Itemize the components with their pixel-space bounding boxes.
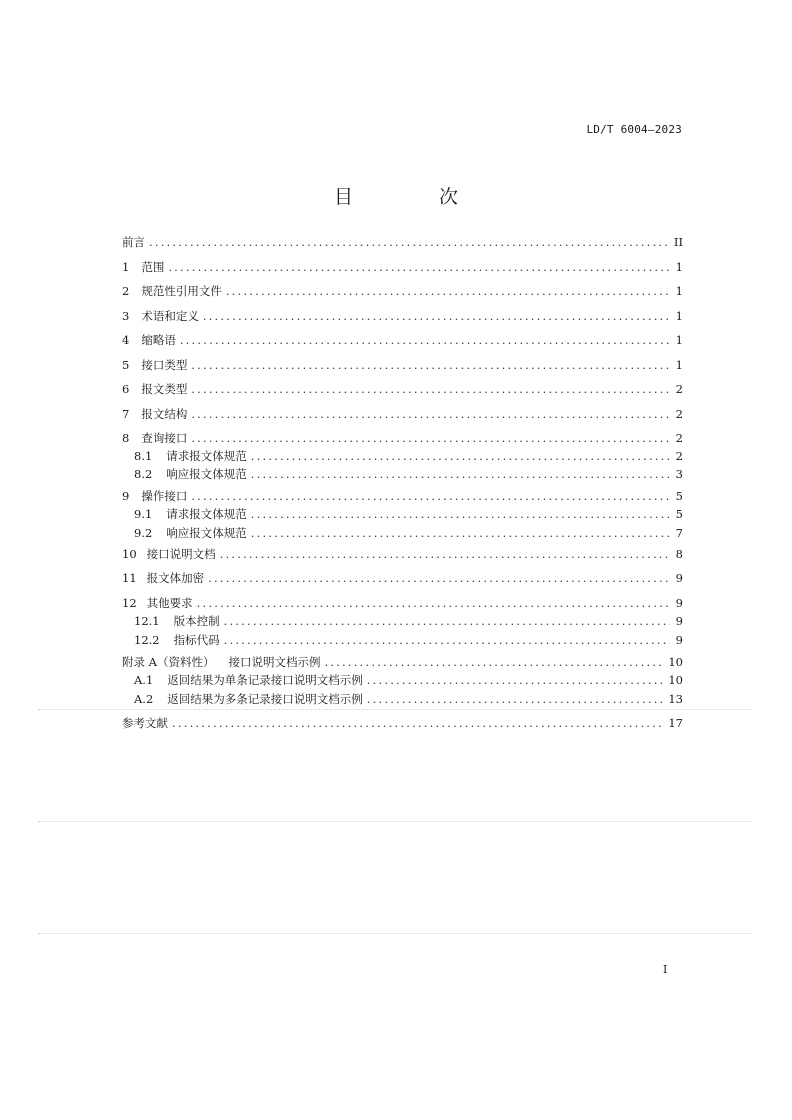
toc-entry-2[interactable] bbox=[122, 282, 683, 300]
dot-leader bbox=[197, 594, 670, 612]
toc-entry-number: 2 bbox=[122, 284, 130, 298]
toc-entry-title: 接口类型 bbox=[141, 357, 188, 372]
toc-entry-number: 8.1 bbox=[134, 449, 153, 463]
dot-leader bbox=[180, 331, 670, 349]
toc-entry-page: 5 bbox=[675, 507, 683, 521]
toc-entry-11[interactable] bbox=[122, 569, 683, 587]
toc-entry-number: 6 bbox=[122, 382, 130, 396]
toc-entry-9-2[interactable] bbox=[134, 524, 683, 542]
toc-entry-page: 2 bbox=[675, 382, 683, 396]
toc-entry-title: 请求报文体规范 bbox=[166, 507, 247, 521]
toc-entry-number: 12.2 bbox=[134, 632, 160, 647]
toc-entry-page: 13 bbox=[668, 691, 683, 706]
toc-entry-number: 4 bbox=[122, 333, 130, 347]
dot-leader bbox=[191, 356, 669, 374]
toc-entry-page: 9 bbox=[675, 570, 683, 585]
toc-entry-8[interactable] bbox=[122, 429, 683, 447]
dot-leader bbox=[191, 487, 669, 505]
toc-entry-title: 范围 bbox=[141, 259, 165, 274]
toc-entry-page: 2 bbox=[675, 431, 683, 445]
dot-leader bbox=[367, 671, 663, 689]
dot-leader bbox=[203, 307, 670, 325]
dot-leader bbox=[226, 282, 670, 300]
toc-entry-number: 9.1 bbox=[134, 507, 153, 521]
document-code: LD/T 6004—2023 bbox=[586, 123, 682, 136]
toc-entry-12[interactable] bbox=[122, 594, 683, 612]
toc-entry-page: 17 bbox=[668, 716, 683, 730]
toc-entry-page: 1 bbox=[675, 357, 683, 372]
dot-leader bbox=[191, 429, 669, 447]
toc-entry-12-1[interactable] bbox=[134, 612, 683, 630]
toc-entry-number: 9.2 bbox=[134, 525, 153, 540]
toc-entry-page: 9 bbox=[675, 632, 683, 647]
toc-entry-title: 返回结果为多条记录接口说明文档示例 bbox=[167, 691, 363, 706]
scan-artifact-line bbox=[38, 821, 752, 822]
dot-leader bbox=[168, 258, 669, 276]
dot-leader bbox=[220, 545, 670, 563]
toc-entry-page: 2 bbox=[675, 449, 683, 463]
toc-entry-3[interactable] bbox=[122, 307, 683, 325]
toc-entry-9-1[interactable] bbox=[134, 505, 683, 523]
dot-leader bbox=[251, 447, 670, 465]
toc-entry-page: 3 bbox=[675, 466, 683, 481]
toc-entry-title: 前言 bbox=[122, 235, 145, 249]
dot-leader bbox=[149, 233, 668, 251]
toc-entry-a-1[interactable] bbox=[134, 671, 683, 689]
toc-entry-page: 10 bbox=[668, 673, 683, 687]
dot-leader bbox=[172, 714, 662, 732]
toc-entry-title: 查询接口 bbox=[141, 431, 188, 445]
toc-entry-7[interactable] bbox=[122, 405, 683, 423]
toc-entry-title: 接口说明文档示例 bbox=[228, 654, 321, 669]
dot-leader bbox=[251, 524, 670, 542]
toc-entry-title: 指标代码 bbox=[173, 632, 220, 647]
dot-leader bbox=[208, 569, 670, 587]
toc-entry-1[interactable] bbox=[122, 258, 683, 276]
toc-entry-number: A.2 bbox=[134, 691, 154, 706]
toc-entry-page: 1 bbox=[675, 259, 683, 274]
dot-leader bbox=[191, 405, 669, 423]
toc-entry-title: 操作接口 bbox=[141, 488, 188, 503]
toc-entry-number: 1 bbox=[122, 259, 130, 274]
toc-entry-6[interactable] bbox=[122, 380, 683, 398]
toc-entry-title: 响应报文体规范 bbox=[166, 466, 247, 481]
toc-entry-number: 附录 A（资料性） bbox=[122, 654, 215, 669]
toc-entry-title: 其他要求 bbox=[146, 596, 193, 610]
toc-entry-title: 术语和定义 bbox=[141, 308, 199, 323]
toc-entry-page: II bbox=[673, 235, 683, 249]
dot-leader bbox=[191, 380, 669, 398]
toc-entry-page: 1 bbox=[675, 284, 683, 298]
toc-entry-title: 报文类型 bbox=[141, 382, 188, 396]
toc-entry-10[interactable] bbox=[122, 545, 683, 563]
toc-entry-title: 缩略语 bbox=[141, 333, 176, 347]
toc-entry-title: 参考文献 bbox=[122, 716, 168, 730]
page-number: I bbox=[663, 963, 668, 976]
toc-entry-page: 1 bbox=[675, 308, 683, 323]
scan-artifact-line bbox=[38, 709, 752, 710]
toc-entry-9[interactable] bbox=[122, 487, 683, 505]
toc-entry-page: 5 bbox=[675, 488, 683, 503]
scan-artifact-line bbox=[38, 933, 752, 934]
toc-entry-page: 8 bbox=[675, 546, 683, 561]
toc-entry-page: 9 bbox=[675, 614, 683, 628]
toc-entry-title: 报文结构 bbox=[141, 406, 188, 421]
dot-leader bbox=[224, 631, 670, 649]
toc-entry-4[interactable] bbox=[122, 331, 683, 349]
toc-entry-page: 2 bbox=[675, 406, 683, 421]
toc-entry-number: 12.1 bbox=[134, 614, 160, 628]
toc-entry-title: 返回结果为单条记录接口说明文档示例 bbox=[167, 673, 363, 687]
toc-entry-title: 规范性引用文件 bbox=[141, 284, 222, 298]
toc-entry-8-2[interactable] bbox=[134, 465, 683, 483]
toc-entry-5[interactable] bbox=[122, 356, 683, 374]
toc-entry-number: 5 bbox=[122, 357, 130, 372]
toc-entry-page: 9 bbox=[675, 596, 683, 610]
toc-entry-number: 9 bbox=[122, 488, 130, 503]
toc-entry-number: 11 bbox=[122, 570, 137, 585]
toc-entry-page: 1 bbox=[675, 333, 683, 347]
toc-entry-title: 报文体加密 bbox=[146, 570, 205, 585]
toc-entry-number: 8.2 bbox=[134, 466, 153, 481]
dot-leader bbox=[251, 465, 670, 483]
toc-entry-number: 7 bbox=[122, 406, 130, 421]
toc-entry-number: 8 bbox=[122, 431, 130, 445]
toc-entry-number: A.1 bbox=[134, 673, 154, 687]
toc-entry-appendix-a[interactable] bbox=[122, 653, 683, 671]
toc-entry-12-2[interactable] bbox=[134, 631, 683, 649]
toc-entry-foreword[interactable] bbox=[122, 233, 683, 251]
dot-leader bbox=[224, 612, 670, 630]
dot-leader bbox=[367, 690, 663, 708]
toc-entry-page: 7 bbox=[675, 525, 683, 540]
toc-entry-title: 响应报文体规范 bbox=[166, 525, 247, 540]
toc-entry-8-1[interactable] bbox=[134, 447, 683, 465]
toc-entry-a-2[interactable] bbox=[134, 690, 683, 708]
dot-leader bbox=[251, 505, 670, 523]
toc-entry-title: 接口说明文档 bbox=[146, 546, 216, 561]
toc-entry-number: 3 bbox=[122, 308, 130, 323]
toc-entry-number: 10 bbox=[122, 546, 137, 561]
toc-entry-number: 12 bbox=[122, 596, 137, 610]
toc-entry-title: 请求报文体规范 bbox=[166, 449, 247, 463]
page-title: 目 次 bbox=[333, 186, 499, 208]
dot-leader bbox=[324, 653, 662, 671]
toc-entry-page: 10 bbox=[668, 654, 683, 669]
toc-entry-title: 版本控制 bbox=[173, 614, 220, 628]
toc-entry-references[interactable] bbox=[122, 714, 683, 732]
